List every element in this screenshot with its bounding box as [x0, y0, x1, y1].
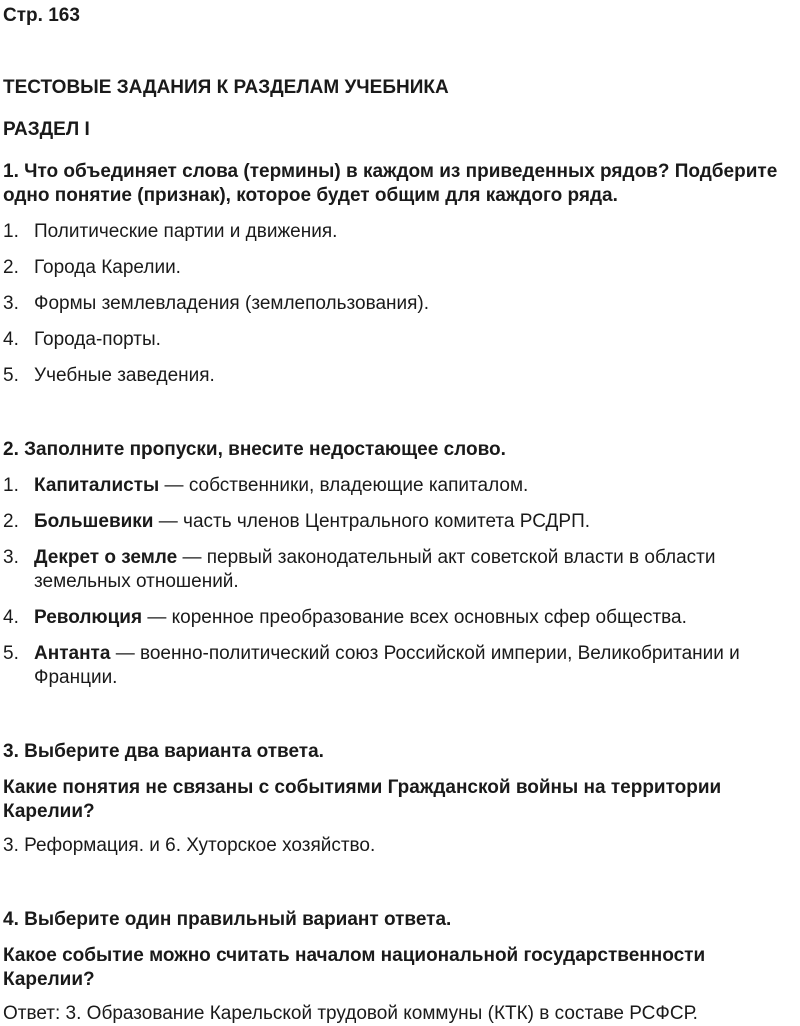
question-4-prompt: Какое событие можно считать началом национальной государственности Карелии?: [3, 945, 706, 990]
item-number: 3.: [3, 293, 19, 314]
item-text: Города-порты.: [34, 329, 161, 350]
item-term: Большевики: [34, 511, 154, 532]
item-definition: — коренное преобразование всех основных сфер общества.: [142, 607, 687, 628]
item-number: 1.: [3, 475, 19, 496]
item-number: 4.: [3, 329, 19, 350]
item-number: 4.: [3, 607, 19, 628]
list-item: [3, 328, 800, 352]
item-definition: — собственники, владеющие капиталом.: [159, 475, 529, 496]
item-number: 3.: [3, 547, 19, 568]
item-number: 2.: [3, 257, 19, 278]
question-3-answer: 3. Реформация. и 6. Хуторское хозяйство.: [3, 835, 376, 856]
item-text: Политические партии и движения.: [34, 221, 338, 242]
list-item: [3, 606, 800, 630]
item-term: Капиталисты: [34, 475, 160, 496]
question-4: 4. Выберите один правильный вариант ответа.: [3, 909, 452, 930]
list-item: [3, 510, 800, 534]
question-2: 2. Заполните пропуски, внесите недостающее слово.: [3, 439, 506, 460]
item-definition: — военно-политический союз Российской империи, Великобритании и Франции.: [34, 643, 740, 688]
section-title: РАЗДЕЛ I: [3, 119, 90, 140]
item-term: Революция: [34, 607, 143, 628]
item-number: 2.: [3, 511, 19, 532]
list-item: [3, 642, 800, 690]
item-number: 5.: [3, 365, 19, 386]
list-item: [3, 364, 800, 388]
page-title: ТЕСТОВЫЕ ЗАДАНИЯ К РАЗДЕЛАМ УЧЕБНИКА: [3, 77, 449, 98]
item-definition: — часть членов Центрального комитета РСДРП.: [153, 511, 591, 532]
question-3-prompt: Какие понятия не связаны с событиями Гражданской войны на территории Карелии?: [3, 777, 722, 822]
page-number: Стр. 163: [3, 5, 80, 26]
item-text: Учебные заведения.: [34, 365, 215, 386]
question-4-answer: Ответ: 3. Образование Карельской трудовой коммуны (КТК) в составе РСФСР.: [3, 1003, 698, 1024]
question-1: 1. Что объединяет слова (термины) в каждом из приведенных рядов? Подберите одно понятие (признак), которое будет общим для каждого ряда.: [3, 161, 778, 206]
list-item: [3, 546, 800, 594]
item-term: Антанта: [34, 643, 111, 664]
item-definition: — первый законодательный акт советской власти в области земельных отношений.: [34, 547, 716, 592]
list-item: [3, 220, 800, 244]
question-3: 3. Выберите два варианта ответа.: [3, 741, 324, 762]
item-term: Декрет о земле: [34, 547, 178, 568]
question-1-list: [3, 220, 800, 388]
list-item: [3, 256, 800, 280]
item-text: Формы землевладения (землепользования).: [34, 293, 430, 314]
item-text: Города Карелии.: [34, 257, 181, 278]
list-item: [3, 474, 800, 498]
item-number: 5.: [3, 643, 19, 664]
question-2-list: [3, 474, 800, 690]
item-number: 1.: [3, 221, 19, 242]
list-item: [3, 292, 800, 316]
